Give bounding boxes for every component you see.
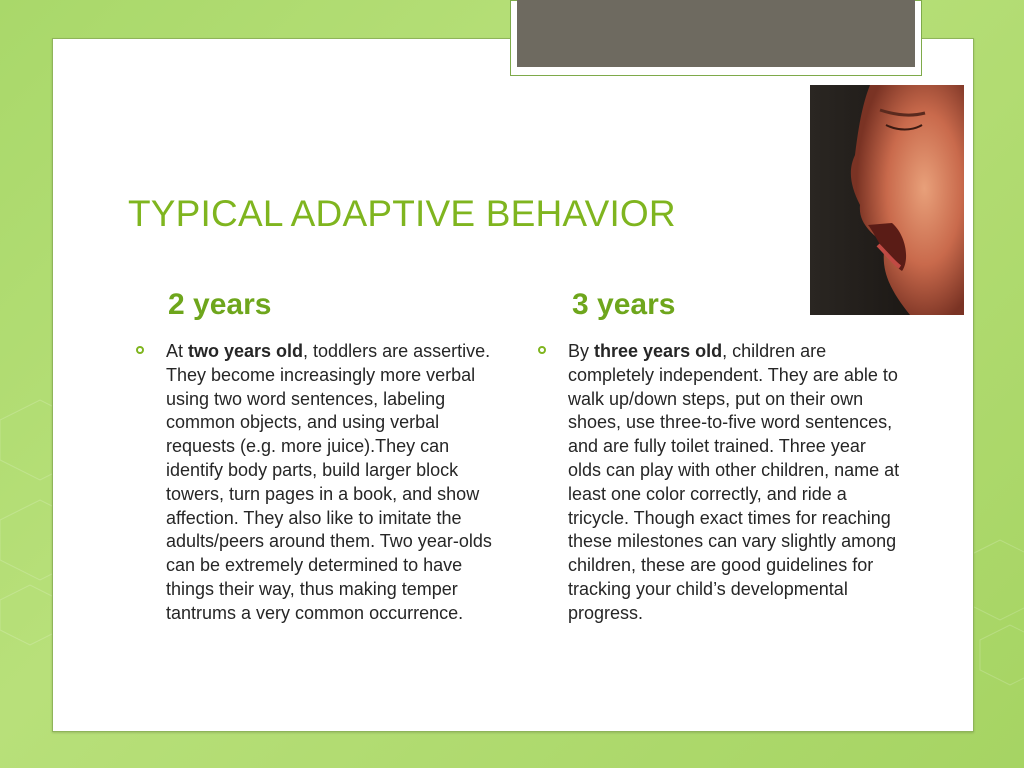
text-body: , children are completely independent. They are able to walk up/down steps, put on their own shoes, use three-to-five word sentences, and are fully toilet trained. Three year olds can play with other children, name at least one color correctly, and ride a tricycle. Though exact times for reaching these milestones can vary slightly among children, these are good guidelines for tracking your child’s developmental progress. [568,341,900,623]
text-3-years [568,340,903,626]
bullet-icon [136,346,144,354]
text-2-years [166,340,492,626]
text-emphasis: two years old [188,341,304,361]
heading-2-years: 2 years [168,288,272,321]
text-prefix: At [166,341,189,361]
text-body: , toddlers are assertive. They become increasingly more verbal using two word sentences, labeling common objects, and using verbal requests (e.g. more juice).They can identify body parts, build larger block towers, turn pages in a book, and show affection. They also like to imitate the adults/peers around them. Two year-olds can be extremely determined to have things their way, thus making temper tantrums a very common occurrence. [166,341,492,623]
text-emphasis: three years old [594,341,723,361]
crying-child-photo [810,85,964,315]
text-prefix: By [568,341,595,361]
bullet-icon [538,346,546,354]
slide-title: TYPICAL ADAPTIVE BEHAVIOR [128,193,676,234]
header-tab [517,0,915,67]
heading-3-years: 3 years [572,288,676,321]
